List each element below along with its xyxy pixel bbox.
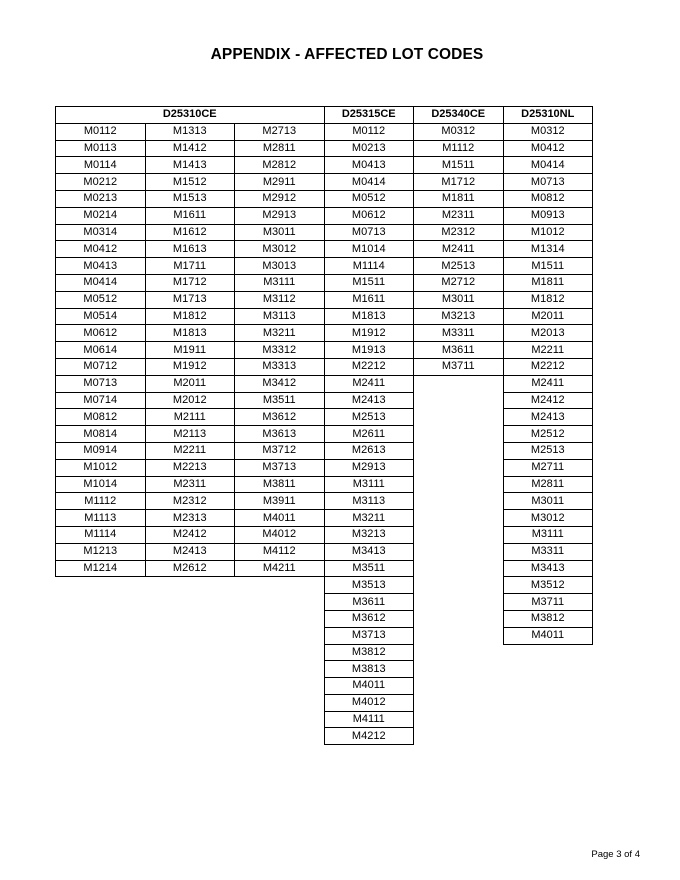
empty-cell <box>414 493 504 510</box>
table-row <box>56 543 593 560</box>
lot-code-cell: M2113 <box>145 426 235 443</box>
lot-code-cell: M3112 <box>235 291 325 308</box>
lot-code-cell: M3812 <box>503 610 593 627</box>
lot-code-cell: M3513 <box>324 577 414 594</box>
empty-cell <box>414 426 504 443</box>
empty-cell <box>235 644 325 661</box>
lot-code-cell: M1214 <box>56 560 146 577</box>
header-d25310ce: D25310CE <box>56 107 325 124</box>
lot-code-cell: M3113 <box>235 308 325 325</box>
lot-code-cell: M1812 <box>503 291 593 308</box>
lot-code-cell: M2313 <box>145 510 235 527</box>
lot-code-cell: M0414 <box>324 174 414 191</box>
table-row <box>56 560 593 577</box>
empty-cell <box>56 610 146 627</box>
lot-code-cell: M3211 <box>235 325 325 342</box>
empty-cell <box>414 476 504 493</box>
lot-code-cell: M2812 <box>235 157 325 174</box>
lot-code-cell: M3012 <box>503 510 593 527</box>
table-row <box>56 190 593 207</box>
empty-cell <box>414 409 504 426</box>
lot-code-cell: M1613 <box>145 241 235 258</box>
lot-code-cell: M1413 <box>145 157 235 174</box>
lot-code-cell: M1012 <box>503 224 593 241</box>
lot-code-cell: M2111 <box>145 409 235 426</box>
empty-cell <box>145 694 235 711</box>
lot-code-cell: M1513 <box>145 190 235 207</box>
empty-cell <box>235 694 325 711</box>
lot-code-cell: M1611 <box>145 207 235 224</box>
lot-code-cell: M2013 <box>503 325 593 342</box>
table-row <box>56 224 593 241</box>
lot-code-cell: M0713 <box>56 375 146 392</box>
empty-cell <box>235 728 325 745</box>
lot-code-cell: M0412 <box>56 241 146 258</box>
lot-code-cell: M0414 <box>56 274 146 291</box>
lot-code-cell: M3113 <box>324 493 414 510</box>
lot-code-cell: M3011 <box>235 224 325 241</box>
lot-code-cell: M3111 <box>503 526 593 543</box>
lot-code-cell: M3011 <box>503 493 593 510</box>
lot-code-cell: M2211 <box>145 442 235 459</box>
lot-code-cell: M1611 <box>324 291 414 308</box>
lot-code-cell: M0914 <box>56 442 146 459</box>
table-row <box>56 274 593 291</box>
empty-cell <box>56 627 146 644</box>
empty-cell <box>145 728 235 745</box>
lot-code-cell: M2412 <box>503 392 593 409</box>
lot-code-cell: M3611 <box>414 342 504 359</box>
lot-code-cell: M2212 <box>503 358 593 375</box>
empty-cell <box>503 711 593 728</box>
lot-code-cell: M2011 <box>145 375 235 392</box>
empty-cell <box>56 594 146 611</box>
empty-cell <box>145 711 235 728</box>
lot-code-cell: M2713 <box>235 123 325 140</box>
lot-code-cell: M0812 <box>503 190 593 207</box>
lot-code-cell: M2212 <box>324 358 414 375</box>
table-row <box>56 291 593 308</box>
lot-code-cell: M1712 <box>414 174 504 191</box>
lot-code-cell: M1012 <box>56 459 146 476</box>
empty-cell <box>56 678 146 695</box>
table-row <box>56 459 593 476</box>
lot-code-cell: M1112 <box>56 493 146 510</box>
lot-code-cell: M2312 <box>145 493 235 510</box>
lot-code-cell: M3612 <box>324 610 414 627</box>
empty-cell <box>414 627 504 644</box>
empty-cell <box>56 711 146 728</box>
lot-code-cell: M2413 <box>324 392 414 409</box>
lot-code-cell: M2912 <box>235 190 325 207</box>
lot-code-cell: M0614 <box>56 342 146 359</box>
lot-code-cell: M3511 <box>324 560 414 577</box>
lot-code-cell: M3712 <box>235 442 325 459</box>
empty-cell <box>414 526 504 543</box>
page-title: APPENDIX - AFFECTED LOT CODES <box>210 46 484 63</box>
table-row <box>56 694 593 711</box>
lot-code-cell: M3311 <box>414 325 504 342</box>
empty-cell <box>56 577 146 594</box>
lot-code-cell: M2611 <box>324 426 414 443</box>
lot-code-cell: M3012 <box>235 241 325 258</box>
lot-code-cell: M2012 <box>145 392 235 409</box>
lot-code-cell: M1713 <box>145 291 235 308</box>
table-row <box>56 140 593 157</box>
table-row <box>56 661 593 678</box>
empty-cell <box>414 728 504 745</box>
lot-code-cell: M3911 <box>235 493 325 510</box>
header-d25340ce: D25340CE <box>414 107 504 124</box>
lot-code-cell: M3512 <box>503 577 593 594</box>
table-row <box>56 610 593 627</box>
lot-code-cell: M2512 <box>503 426 593 443</box>
lot-code-cell: M2612 <box>145 560 235 577</box>
lot-code-cell: M0414 <box>503 157 593 174</box>
lot-code-cell: M1112 <box>414 140 504 157</box>
empty-cell <box>503 678 593 695</box>
empty-cell <box>145 644 235 661</box>
lot-code-cell: M2513 <box>503 442 593 459</box>
lot-code-cell: M2011 <box>503 308 593 325</box>
lot-code-cell: M4011 <box>324 678 414 695</box>
empty-cell <box>414 459 504 476</box>
empty-cell <box>414 543 504 560</box>
lot-code-cell: M3813 <box>324 661 414 678</box>
lot-code-cell: M1813 <box>324 308 414 325</box>
lot-code-cell: M1811 <box>414 190 504 207</box>
lot-code-cell: M3812 <box>324 644 414 661</box>
empty-cell <box>414 644 504 661</box>
lot-code-cell: M1512 <box>145 174 235 191</box>
lot-codes-table <box>55 106 593 745</box>
lot-code-cell: M4112 <box>235 543 325 560</box>
header-d25315ce: D25315CE <box>324 107 414 124</box>
table-row <box>56 526 593 543</box>
lot-code-cell: M0314 <box>56 224 146 241</box>
lot-code-cell: M0514 <box>56 308 146 325</box>
lot-code-cell: M0214 <box>56 207 146 224</box>
empty-cell <box>235 711 325 728</box>
empty-cell <box>503 661 593 678</box>
lot-code-cell: M1812 <box>145 308 235 325</box>
lot-code-cell: M3313 <box>235 358 325 375</box>
header-d25310nl: D25310NL <box>503 107 593 124</box>
lot-code-cell: M3213 <box>324 526 414 543</box>
lot-code-cell: M1511 <box>414 157 504 174</box>
lot-code-cell: M2213 <box>145 459 235 476</box>
empty-cell <box>56 694 146 711</box>
page-number: Page 3 of 4 <box>591 849 640 860</box>
lot-code-cell: M2711 <box>503 459 593 476</box>
table-row <box>56 358 593 375</box>
table-row <box>56 711 593 728</box>
lot-code-cell: M3713 <box>324 627 414 644</box>
empty-cell <box>414 678 504 695</box>
lot-code-cell: M1813 <box>145 325 235 342</box>
empty-cell <box>414 577 504 594</box>
table-row <box>56 325 593 342</box>
empty-cell <box>145 577 235 594</box>
lot-code-cell: M1014 <box>56 476 146 493</box>
empty-cell <box>414 661 504 678</box>
lot-code-cell: M3413 <box>503 560 593 577</box>
lot-code-cell: M3711 <box>414 358 504 375</box>
lot-code-cell: M0312 <box>414 123 504 140</box>
empty-cell <box>235 610 325 627</box>
empty-cell <box>145 594 235 611</box>
table-row <box>56 123 593 140</box>
table-row <box>56 627 593 644</box>
lot-code-cell: M0814 <box>56 426 146 443</box>
lot-code-cell: M0114 <box>56 157 146 174</box>
empty-cell <box>414 510 504 527</box>
lot-code-cell: M2411 <box>414 241 504 258</box>
lot-code-cell: M4212 <box>324 728 414 745</box>
table-row <box>56 241 593 258</box>
table-row <box>56 174 593 191</box>
lot-code-cell: M2411 <box>503 375 593 392</box>
table-header-row <box>56 107 593 124</box>
lot-code-cell: M0612 <box>56 325 146 342</box>
lot-code-cell: M4111 <box>324 711 414 728</box>
table-row <box>56 157 593 174</box>
lot-code-cell: M3811 <box>235 476 325 493</box>
lot-code-cell: M1114 <box>324 258 414 275</box>
lot-code-cell: M0112 <box>56 123 146 140</box>
lot-code-cell: M2513 <box>324 409 414 426</box>
empty-cell <box>235 627 325 644</box>
lot-code-cell: M2913 <box>324 459 414 476</box>
lot-code-cell: M0812 <box>56 409 146 426</box>
table-row <box>56 258 593 275</box>
lot-code-cell: M0413 <box>324 157 414 174</box>
lot-code-cell: M2311 <box>145 476 235 493</box>
table-row <box>56 442 593 459</box>
lot-code-cell: M2413 <box>503 409 593 426</box>
lot-code-cell: M1712 <box>145 274 235 291</box>
lot-code-cell: M0212 <box>56 174 146 191</box>
lot-code-cell: M1911 <box>145 342 235 359</box>
lot-code-cell: M3312 <box>235 342 325 359</box>
lot-code-cell: M1511 <box>503 258 593 275</box>
lot-code-cell: M1113 <box>56 510 146 527</box>
lot-code-cell: M0213 <box>324 140 414 157</box>
lot-code-cell: M1912 <box>145 358 235 375</box>
lot-code-cell: M3613 <box>235 426 325 443</box>
empty-cell <box>235 678 325 695</box>
lot-code-cell: M1213 <box>56 543 146 560</box>
table-row <box>56 308 593 325</box>
lot-code-cell: M0413 <box>56 258 146 275</box>
lot-code-cell: M0714 <box>56 392 146 409</box>
lot-code-cell: M2312 <box>414 224 504 241</box>
empty-cell <box>414 392 504 409</box>
lot-code-cell: M2712 <box>414 274 504 291</box>
empty-cell <box>235 594 325 611</box>
empty-cell <box>414 375 504 392</box>
empty-cell <box>414 442 504 459</box>
table-row <box>56 510 593 527</box>
lot-code-cell: M4012 <box>324 694 414 711</box>
lot-code-cell: M0713 <box>503 174 593 191</box>
empty-cell <box>145 661 235 678</box>
table-row <box>56 207 593 224</box>
empty-cell <box>414 594 504 611</box>
table-row <box>56 493 593 510</box>
empty-cell <box>503 644 593 661</box>
lot-code-cell: M1014 <box>324 241 414 258</box>
lot-code-cell: M3111 <box>324 476 414 493</box>
lot-code-cell: M2911 <box>235 174 325 191</box>
lot-code-cell: M0512 <box>324 190 414 207</box>
empty-cell <box>503 728 593 745</box>
lot-code-cell: M2411 <box>324 375 414 392</box>
lot-code-cell: M1314 <box>503 241 593 258</box>
lot-code-cell: M3713 <box>235 459 325 476</box>
lot-code-cell: M0412 <box>503 140 593 157</box>
lot-code-cell: M1711 <box>145 258 235 275</box>
lot-code-cell: M3412 <box>235 375 325 392</box>
lot-code-cell: M2211 <box>503 342 593 359</box>
empty-cell <box>503 694 593 711</box>
lot-code-cell: M1811 <box>503 274 593 291</box>
lot-code-cell: M1114 <box>56 526 146 543</box>
empty-cell <box>56 661 146 678</box>
table-row <box>56 409 593 426</box>
lot-code-cell: M2412 <box>145 526 235 543</box>
lot-code-cell: M1511 <box>324 274 414 291</box>
lot-code-cell: M2613 <box>324 442 414 459</box>
lot-code-cell: M3612 <box>235 409 325 426</box>
lot-code-cell: M0512 <box>56 291 146 308</box>
lot-code-cell: M4012 <box>235 526 325 543</box>
lot-code-cell: M3013 <box>235 258 325 275</box>
table-row <box>56 594 593 611</box>
lot-code-cell: M1313 <box>145 123 235 140</box>
lot-code-cell: M2311 <box>414 207 504 224</box>
lot-code-cell: M0913 <box>503 207 593 224</box>
lot-code-cell: M3711 <box>503 594 593 611</box>
lot-code-cell: M3011 <box>414 291 504 308</box>
table-row <box>56 577 593 594</box>
empty-cell <box>414 711 504 728</box>
lot-code-cell: M4011 <box>503 627 593 644</box>
lot-code-cell: M3213 <box>414 308 504 325</box>
empty-cell <box>145 678 235 695</box>
lot-code-cell: M1913 <box>324 342 414 359</box>
lot-code-cell: M2413 <box>145 543 235 560</box>
lot-code-cell: M0713 <box>324 224 414 241</box>
lot-code-cell: M4211 <box>235 560 325 577</box>
empty-cell <box>414 560 504 577</box>
lot-code-cell: M2913 <box>235 207 325 224</box>
lot-code-cell: M3311 <box>503 543 593 560</box>
empty-cell <box>56 728 146 745</box>
table-row <box>56 644 593 661</box>
table-row <box>56 392 593 409</box>
lot-code-cell: M1612 <box>145 224 235 241</box>
lot-code-cell: M2811 <box>235 140 325 157</box>
lot-code-cell: M1412 <box>145 140 235 157</box>
empty-cell <box>145 610 235 627</box>
lot-code-cell: M0112 <box>324 123 414 140</box>
lot-code-cell: M2513 <box>414 258 504 275</box>
lot-code-cell: M3211 <box>324 510 414 527</box>
lot-code-cell: M3413 <box>324 543 414 560</box>
lot-code-cell: M4011 <box>235 510 325 527</box>
table-row <box>56 728 593 745</box>
lot-code-cell: M3511 <box>235 392 325 409</box>
empty-cell <box>414 610 504 627</box>
empty-cell <box>56 644 146 661</box>
lot-code-cell: M0113 <box>56 140 146 157</box>
lot-code-cell: M3111 <box>235 274 325 291</box>
empty-cell <box>145 627 235 644</box>
lot-code-cell: M2811 <box>503 476 593 493</box>
lot-code-cell: M0312 <box>503 123 593 140</box>
lot-code-cell: M3611 <box>324 594 414 611</box>
lot-code-cell: M0712 <box>56 358 146 375</box>
empty-cell <box>235 661 325 678</box>
table-row <box>56 476 593 493</box>
table-row <box>56 426 593 443</box>
empty-cell <box>414 694 504 711</box>
lot-code-cell: M1912 <box>324 325 414 342</box>
table-row <box>56 375 593 392</box>
lot-code-cell: M0612 <box>324 207 414 224</box>
empty-cell <box>235 577 325 594</box>
lot-code-cell: M0213 <box>56 190 146 207</box>
table-row <box>56 678 593 695</box>
table-row <box>56 342 593 359</box>
